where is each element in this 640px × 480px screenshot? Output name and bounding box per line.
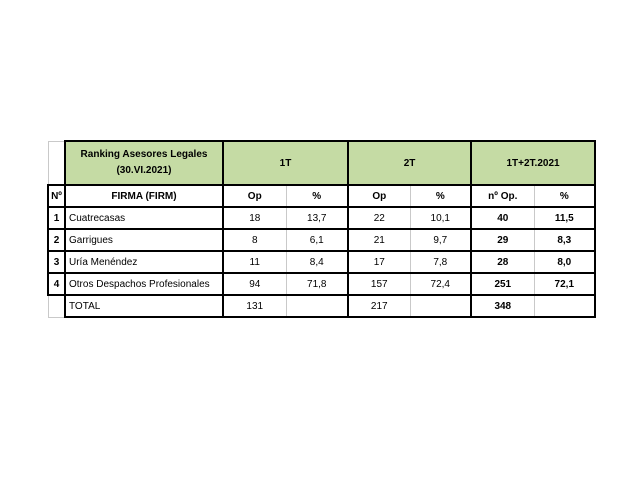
row-rank: 3 (48, 251, 65, 273)
row-op-1t: 8 (223, 229, 286, 251)
total-row (48, 295, 595, 317)
row-pct-1t: 8,4 (286, 251, 348, 273)
row-op-total: 29 (471, 229, 534, 251)
total-pct-total-empty (534, 295, 595, 317)
row-rank: 1 (48, 207, 65, 229)
row-pct-1t: 13,7 (286, 207, 348, 229)
row-op-2t: 157 (348, 273, 410, 295)
row-firm: Garrigues (65, 229, 223, 251)
period-header-1t: 1T (223, 141, 348, 185)
row-firm: Otros Despachos Profesionales (65, 273, 223, 295)
title-row (48, 141, 595, 185)
row-pct-1t: 6,1 (286, 229, 348, 251)
col-header-num: Nº (48, 185, 65, 207)
row-pct-2t: 10,1 (410, 207, 471, 229)
row-pct-total: 11,5 (534, 207, 595, 229)
total-empty-cell (48, 295, 65, 317)
ranking-table (47, 140, 596, 318)
row-op-1t: 11 (223, 251, 286, 273)
empty-corner-cell (48, 141, 65, 185)
total-op-2t: 217 (348, 295, 410, 317)
row-op-2t: 17 (348, 251, 410, 273)
row-rank: 4 (48, 273, 65, 295)
col-header-firm: FIRMA (FIRM) (65, 185, 223, 207)
table-date: (30.VI.2021) (116, 165, 172, 176)
row-pct-1t: 71,8 (286, 273, 348, 295)
col-header-op-total: nº Op. (471, 185, 534, 207)
col-header-pct-2t: % (410, 185, 471, 207)
row-op-2t: 22 (348, 207, 410, 229)
table-row (48, 273, 595, 295)
col-header-pct-1t: % (286, 185, 348, 207)
total-op-1t: 131 (223, 295, 286, 317)
row-op-1t: 94 (223, 273, 286, 295)
table-title: Ranking Asesores Legales (80, 149, 208, 160)
row-rank: 2 (48, 229, 65, 251)
row-pct-total: 8,0 (534, 251, 595, 273)
row-firm: Uría Menéndez (65, 251, 223, 273)
row-pct-total: 72,1 (534, 273, 595, 295)
col-header-pct-total: % (534, 185, 595, 207)
row-op-total: 251 (471, 273, 534, 295)
period-header-2t: 2T (348, 141, 471, 185)
row-op-1t: 18 (223, 207, 286, 229)
total-op-total: 348 (471, 295, 534, 317)
row-pct-2t: 72,4 (410, 273, 471, 295)
row-pct-2t: 7,8 (410, 251, 471, 273)
table-title-cell (65, 141, 223, 185)
row-op-total: 28 (471, 251, 534, 273)
row-pct-2t: 9,7 (410, 229, 471, 251)
column-header-row (48, 185, 595, 207)
total-pct-2t-empty (410, 295, 471, 317)
table-row (48, 251, 595, 273)
total-label: TOTAL (65, 295, 223, 317)
row-pct-total: 8,3 (534, 229, 595, 251)
row-op-2t: 21 (348, 229, 410, 251)
col-header-op-2t: Op (348, 185, 410, 207)
period-header-total: 1T+2T.2021 (471, 141, 595, 185)
table-row (48, 229, 595, 251)
row-firm: Cuatrecasas (65, 207, 223, 229)
col-header-op-1t: Op (223, 185, 286, 207)
total-pct-1t-empty (286, 295, 348, 317)
table-row (48, 207, 595, 229)
row-op-total: 40 (471, 207, 534, 229)
